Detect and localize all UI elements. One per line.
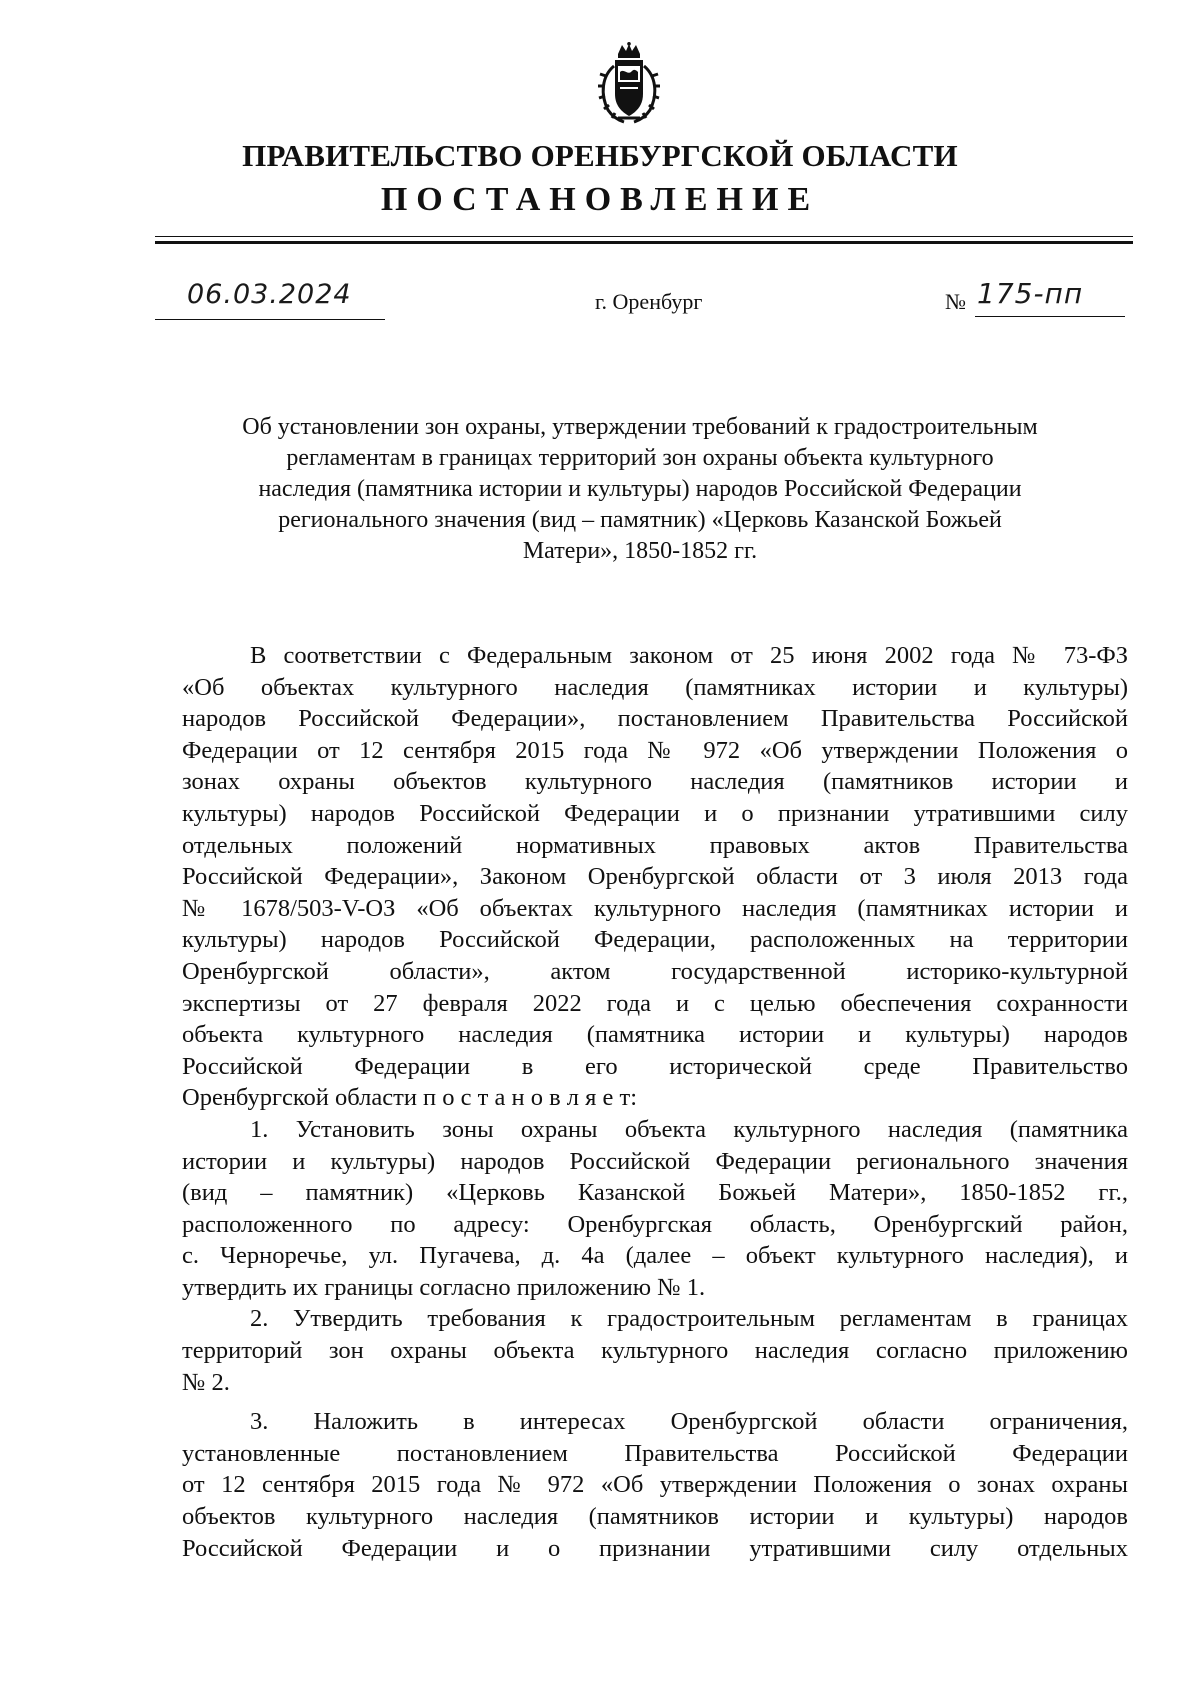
coat-of-arms-icon [596,42,662,124]
item-1-line: истории и культуры) народов Российской Федерации регионального значения [182,1147,1128,1175]
preamble-line: зонах охраны объектов культурного наследия (памятников истории и [182,768,1128,796]
preamble-line: № 1678/503-V-ОЗ «Об объектах культурного наследия (памятниках истории и [182,894,1128,922]
title-line: регламентам в границах территорий зон охраны объекта культурного [286,445,994,471]
preamble-line: Российской Федерации в его исторической среде Правительство [182,1052,1128,1080]
preamble-line: культуры) народов Российской Федерации, расположенных на территории [182,926,1128,954]
preamble-line: «Об объектах культурного наследия (памятниках истории и культуры) [182,673,1128,701]
handwritten-date: 06.03.2024 [187,279,352,310]
number-underline [975,316,1125,317]
item-1-line: расположенного по адресу: Оренбургская область, Оренбургский район, [182,1210,1128,1238]
item-3-line: 3. Наложить в интересах Оренбургской области ограничения, [250,1408,1128,1436]
city-label: г. Оренбург [595,289,703,314]
document-body [182,640,1128,1564]
preamble-line: Оренбургской области», актом государственной историко-культурной [182,957,1128,985]
item-3-line: Российской Федерации и о признании утратившими силу отдельных [182,1534,1128,1562]
item-1-line: с. Черноречье, ул. Пугачева, д. 4а (далее – объект культурного наследия), и [182,1242,1128,1270]
paragraph-gap [182,1398,1128,1406]
document-type: ПОСТАНОВЛЕНИЕ [380,181,820,218]
document-meta-row [155,277,1133,323]
item-2-line: 2. Утвердить требования к градостроительным регламентам в границах [250,1305,1128,1333]
number-sign: № [945,289,966,314]
preamble-line: народов Российской Федерации», постановлением Правительства Российской [182,705,1128,733]
issuing-authority: ПРАВИТЕЛЬСТВО ОРЕНБУРГСКОЙ ОБЛАСТИ [242,138,958,173]
item-1-line: утвердить их границы согласно приложению № 1. [182,1273,706,1301]
item-3-line: от 12 сентября 2015 года № 972 «Об утверждении Положения о зонах охраны [182,1471,1128,1499]
date-field [155,279,385,320]
preamble-line: Оренбургской области п о с т а н о в л я е т: [182,1084,638,1112]
item-2-line: территорий зон охраны объекта культурного наследия согласно приложению [182,1337,1128,1365]
document-title [170,412,1110,567]
item-1-line: (вид – памятник) «Церковь Казанской Божьей Матери», 1850-1852 гг., [182,1179,1128,1207]
item-3-line: объектов культурного наследия (памятников истории и культуры) народов [182,1503,1128,1531]
preamble-line: отдельных положений нормативных правовых актов Правительства [182,831,1128,859]
item-1-line: 1. Установить зоны охраны объекта культурного наследия (памятника [250,1115,1128,1143]
header-rule-thin [155,236,1133,237]
title-line: Об установлении зон охраны, утверждении требований к градостроительным [242,414,1038,440]
item-2-line: № 2. [182,1368,230,1396]
preamble-line: Российской Федерации», Законом Оренбургской области от 3 июля 2013 года [182,863,1128,891]
item-3-line: установленные постановлением Правительства Российской Федерации [182,1439,1128,1467]
preamble-line: экспертизы от 27 февраля 2022 года и с целью обеспечения сохранности [182,989,1128,1017]
preamble-line: Федерации от 12 сентября 2015 года № 972 «Об утверждении Положения о [182,736,1128,764]
preamble-line: объекта культурного наследия (памятника истории и культуры) народов [182,1021,1128,1049]
title-line: регионального значения (вид – памятник) «Церковь Казанской Божьей [278,507,1002,533]
header-rule-thick [155,241,1133,244]
preamble-line: культуры) народов Российской Федерации и о признании утратившими силу [182,799,1128,827]
preamble-line: В соответствии с Федеральным законом от 25 июня 2002 года № 73-ФЗ [250,642,1128,669]
number-field [945,277,1133,319]
handwritten-number: 175-пп [977,277,1084,310]
title-line: наследия (памятника истории и культуры) народов Российской Федерации [258,476,1022,502]
title-line: Матери», 1850-1852 гг. [522,538,758,564]
